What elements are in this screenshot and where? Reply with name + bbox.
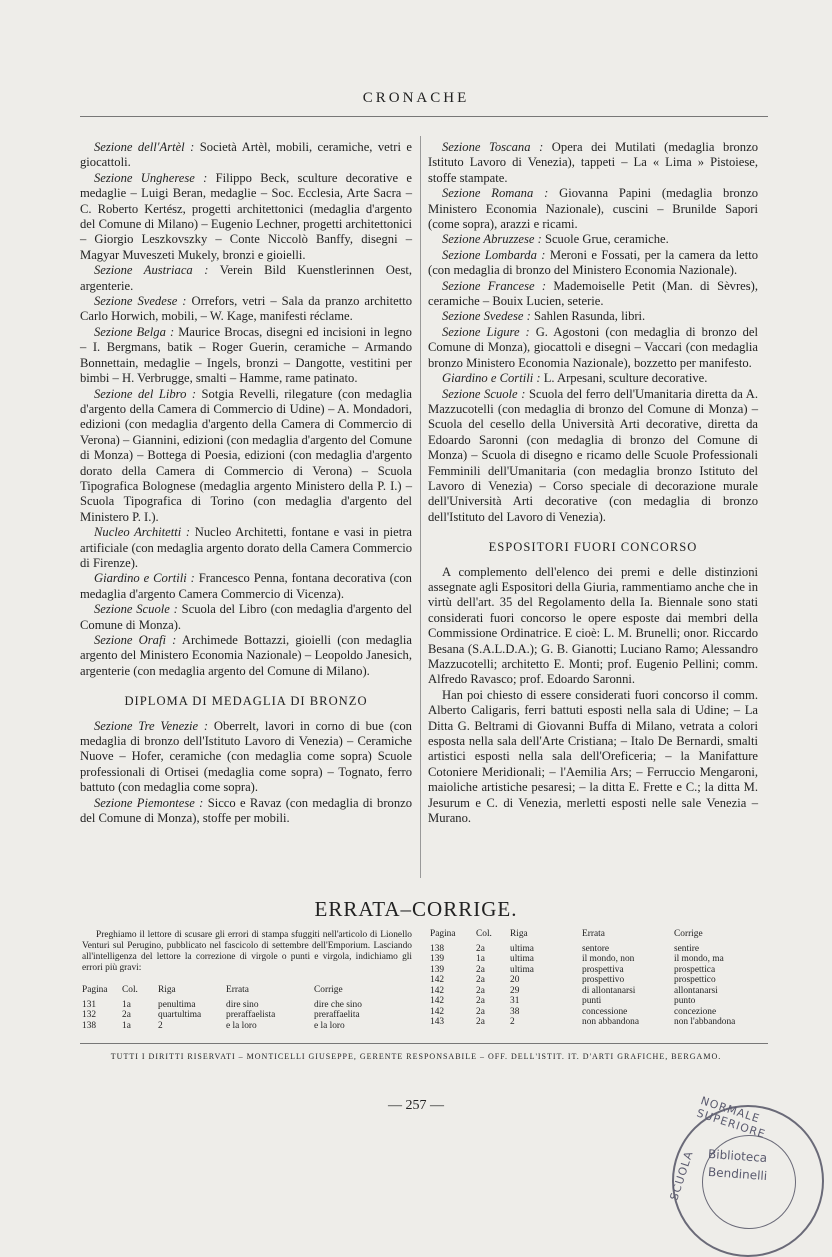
errata-column-header: Col.	[476, 929, 492, 939]
errata-cell: 142	[430, 975, 445, 985]
exhibitor-entry	[428, 140, 758, 186]
errata-column-header: Pagina	[82, 985, 108, 995]
exhibitor-entry	[80, 171, 412, 263]
errata-row	[430, 944, 770, 955]
errata-cell: prospettiva	[582, 964, 624, 975]
exhibitor-entry	[428, 325, 758, 371]
errata-cell: 142	[430, 996, 445, 1006]
section-label: Sezione Ligure :	[442, 324, 530, 339]
exhibitor-entry	[80, 719, 412, 796]
section-label: Sezione dell'Artèl :	[94, 140, 195, 154]
errata-cell: prospettica	[674, 964, 716, 975]
errata-cell: concezione	[674, 1006, 717, 1017]
errata-cell: 29	[510, 985, 520, 996]
errata-cell: 31	[510, 996, 520, 1006]
stamp-ring-left-text: SCUOLA	[667, 1149, 696, 1202]
exhibitor-entry	[80, 263, 412, 294]
errata-row	[430, 965, 770, 976]
errata-cell: ultima	[510, 943, 534, 954]
errata-column-header: Errata	[582, 929, 605, 939]
errata-cell: punti	[582, 996, 602, 1006]
header-rule	[80, 116, 768, 117]
exhibitor-entry	[80, 633, 412, 679]
section-label: Sezione Belga :	[94, 324, 175, 339]
errata-cell: allontanarsi	[674, 985, 718, 996]
errata-row	[430, 996, 770, 1007]
errata-cell: 1a	[122, 1020, 131, 1031]
errata-cell: non abbandona	[582, 1017, 640, 1027]
page-number: — 257 —	[388, 1098, 444, 1113]
errata-cell: 2a	[476, 964, 485, 975]
errata-cell: 2a	[476, 1006, 485, 1017]
errata-cell: e la loro	[226, 1020, 257, 1031]
errata-cell: sentore	[582, 943, 610, 954]
errata-cell: punto	[674, 996, 696, 1006]
errata-cell: non l'abbandona	[674, 1017, 736, 1027]
errata-column-header: Riga	[158, 985, 176, 995]
errata-cell: 2a	[476, 996, 485, 1006]
section-label: Sezione Toscana :	[442, 140, 544, 154]
errata-row	[430, 986, 770, 997]
exhibitor-entry	[428, 248, 758, 279]
left-column	[80, 140, 412, 826]
entry-text: Orrefors, vetri – Sala da pranzo architetto Carlo Horwich, mobili, – W. Kage, manifesti réclame.	[80, 294, 412, 324]
exhibitor-entry	[428, 387, 758, 526]
errata-row	[430, 954, 770, 965]
errata-cell: dire che sino	[314, 999, 362, 1010]
errata-cell: 2a	[476, 943, 485, 954]
stamp-line-2: Bendinelli	[707, 1164, 768, 1184]
errata-cell: il mondo, ma	[674, 954, 724, 964]
entry-text: Meroni e Fossati, per la camera da letto (con medaglia di bronzo del Ministero Economia Nazionale).	[428, 247, 758, 278]
entry-text: Sahlen Rasunda, libri.	[530, 309, 646, 324]
stamp-ring-text: NORMALE SUPERIORE	[695, 1094, 768, 1142]
page-header: CRONACHE	[362, 90, 470, 106]
entry-text: Opera dei Mutilati (medaglia bronzo Istituto Lavoro di Venezia), tappeti – La « Lima » Pistoiese, stoffe stampate.	[428, 140, 758, 185]
section-label: Sezione Svedese :	[94, 294, 187, 309]
errata-cell: penultima	[158, 999, 196, 1010]
errata-cell: e la loro	[314, 1020, 345, 1031]
stamp-line-1: Biblioteca	[707, 1146, 768, 1166]
entry-text: Maurice Brocas, disegni ed incisioni in legno – I. Bergmans, batik – Roger Guerin, ceramiche – Armando Bonnettain, medaglie – Ingels, bronzi – Dangotte, vestitini per bimbi – H. Verbrugge, smalti – Hamme, rame patinato.	[80, 324, 412, 386]
errata-cell: 1a	[122, 999, 131, 1010]
errata-cell: di allontanarsi	[582, 985, 636, 996]
entry-text: Sicco e Ravaz (con medaglia di bronzo del Comune di Monza), stoffe per mobili.	[80, 795, 413, 826]
errata-header-row	[82, 985, 410, 996]
errata-cell: 138	[430, 943, 445, 954]
paragraph: Han poi chiesto di essere considerati fuori concorso il comm. Alberto Caligaris, ferri battuti esposti nella sala di Udine; – La Ditta G. Beltrami di Giovanni Buffa di Milano, vetrata a colori esposta nella sala dell'Arte Cristiana; – Italo De Bernardi, smalti artistici esposti nella sala dell'Oreficeria; – la Manifatture Cotoniere Meridionali; – l'Aemilia Ars; – Ferruccio Mengaroni, maioliche artistiche pesaresi; – la ditta E. Frette e C.; la ditta M. Jesurum e C. di Venezia, merletti esposti nelle sale Venezia – Murano.	[428, 687, 758, 826]
entry-text: Scuola del ferro dell'Umanitaria diretta da A. Mazzucotelli (con medaglia di bronzo del Comune di Monza) – Scuola del cesello della Università Arti decorative, diretta da Edoardo Saronni (con medaglia di bronzo del Comune di Monza) – Scuola di disegno e ricamo delle Scuole Professionali Femminili dell'Umanitaria (con medaglia bronzo Istituto del Lavoro di Venezia) – Corso speciale di decorazione murale dell'Università Arti decorative (con medaglia di bronzo dell'Istituto del Lavoro di Venezia).	[428, 386, 759, 524]
exhibitor-entry	[428, 371, 758, 386]
exhibitor-entry	[428, 309, 758, 324]
section-label: Sezione Scuole :	[94, 602, 178, 617]
library-stamp	[667, 1094, 824, 1257]
errata-column-header: Riga	[510, 929, 528, 939]
entry-text: G. Agostoni (con medaglia di bronzo del Comune di Monza), giocattoli e disegni – Vaccari (con medaglia bronzo Ministero Economia Nazionale), bozzetto per manifesto.	[428, 324, 758, 370]
errata-cell: preraffaelista	[226, 1010, 276, 1020]
errata-header-row	[430, 929, 770, 940]
footer-rule	[80, 1043, 768, 1044]
errata-row	[82, 1000, 410, 1011]
entry-text: Sotgia Revelli, rilegature (con medaglia d'argento della Camera di Commercio di Udine) – A. Mondadori, edizioni (con medaglia d'argento della Camera di Commercio di Verona) – Giannini, edizioni (con medaglia d'argento del Comune di Monza) – Bottega di Poesia, edizioni (con medaglia d'argento dorato della Camera di Commercio di Verona) – Scuola Tipografica Bolognese (medaglia argento Ministero della P. I.) – Scuola Tipografica di Torino (con medaglia d'argento del Ministero P. I.).	[80, 386, 413, 524]
errata-cell: 142	[430, 985, 445, 996]
section-label: Sezione Francese :	[442, 278, 547, 293]
errata-cell: prospettivo	[582, 975, 625, 985]
exhibitor-entry	[80, 525, 412, 571]
exhibitor-entry	[80, 796, 412, 827]
entry-text: Mademoiselle Petit (Man. di Sèvres), ceramiche – Bouix Lucien, seterie.	[428, 278, 758, 309]
errata-row	[82, 1010, 410, 1021]
errata-cell: 132	[82, 1010, 97, 1020]
section-label: Sezione Abruzzese :	[442, 232, 542, 247]
entry-text: Scuole Grue, ceramiche.	[541, 232, 669, 247]
errata-cell: 138	[82, 1020, 97, 1031]
section-heading: ESPOSITORI FUORI CONCORSO	[488, 540, 698, 555]
entry-text: Oberrelt, lavori in corno di bue (con medaglia di bronzo dell'Istituto Lavoro di Venezia) – Ceramiche Nuove – Hofer, ceramiche (con medaglia come sopra) Scuole professionali di Ortisei (medaglia come sopra) – Tognato, ferro battuto (con medaglia come sopra).	[80, 718, 412, 795]
errata-cell: quartultima	[158, 1010, 202, 1020]
errata-table-right	[430, 929, 770, 1028]
errata-row	[430, 1007, 770, 1018]
entry-text: Filippo Beck, sculture decorative e medaglie – Luigi Beran, medaglie – Soc. Ecclesia, Arte Sacra – C. Roberto Kertész, progetti architettonici (medaglia d'argento del Comune di Milano) – Eugenio Lechner, progetti architettonici – Giorgio Leszkovszky – Conte Niccolò Banffy, disegni – Magyar Muveszeti Mukely, bronzi e gioielli.	[80, 170, 412, 262]
errata-cell: 1a	[476, 954, 485, 964]
errata-table-left	[82, 985, 410, 1031]
section-label: Giardino e Cortili :	[94, 571, 195, 586]
entry-text: Francesco Penna, fontana decorativa (con medaglia d'argento Camera Commercio di Vicenza).	[80, 571, 412, 601]
errata-cell: 2	[158, 1020, 163, 1031]
exhibitor-entry	[80, 294, 412, 325]
exhibitor-entry	[80, 602, 412, 633]
errata-cell: 139	[430, 954, 445, 964]
errata-cell: 143	[430, 1017, 445, 1027]
rights-notice: TUTTI I DIRITTI RISERVATI – MONTICELLI GIUSEPPE, GERENTE RESPONSABILE – OFF. DELL'ISTIT. IT. D'ARTI GRAFICHE, BERGAMO.	[110, 1052, 722, 1061]
entry-text: L. Arpesani, sculture decorative.	[540, 371, 708, 386]
entry-text: Scuola del Libro (con medaglia d'argento del Comune di Monza).	[80, 602, 412, 632]
errata-cell: il mondo, non	[582, 954, 635, 964]
entry-text: Giovanna Papini (medaglia bronzo Ministero Economia Nazionale), cuscini – Brunilde Sapori (come sopra), arazzi e ricami.	[428, 186, 759, 232]
errata-column-header: Errata	[226, 985, 249, 995]
exhibitor-entry	[80, 140, 412, 171]
section-label: Sezione Piemontese :	[94, 795, 204, 810]
section-label: Giardino e Cortili :	[442, 371, 541, 386]
errata-cell: 38	[510, 1006, 520, 1017]
right-column	[428, 140, 758, 826]
section-label: Sezione Orafi :	[94, 633, 177, 647]
exhibitor-entry	[80, 387, 412, 526]
errata-cell: 131	[82, 999, 97, 1010]
section-label: Sezione Lombarda :	[442, 247, 546, 262]
errata-cell: dire sino	[226, 999, 259, 1010]
exhibitor-entry	[80, 325, 412, 387]
exhibitor-entry	[428, 279, 758, 310]
section-label: Sezione Ungherese :	[94, 170, 208, 185]
section-heading: DIPLOMA DI MEDAGLIA DI BRONZO	[124, 694, 368, 709]
exhibitor-entry	[80, 571, 412, 602]
errata-cell: 139	[430, 964, 445, 975]
errata-cell: prospettico	[674, 975, 716, 985]
errata-cell: ultima	[510, 964, 534, 975]
section-label: Sezione Scuole :	[442, 386, 526, 401]
exhibitor-entry	[428, 186, 758, 232]
errata-row	[430, 1017, 770, 1028]
section-label: Sezione Tre Venezie :	[94, 718, 209, 733]
section-label: Sezione del Libro :	[94, 386, 197, 401]
errata-cell: 2a	[476, 1017, 485, 1027]
errata-column-header: Col.	[122, 985, 138, 995]
section-label: Sezione Romana :	[442, 186, 549, 201]
errata-row	[430, 975, 770, 986]
exhibitor-entry	[428, 232, 758, 247]
section-label: Sezione Austriaca :	[94, 263, 209, 278]
entry-text: Archimede Bottazzi, gioielli (con medaglia argento del Ministero Economia Nazionale) – Leopoldo Janesich, argenterie (con medaglia argento del Comune di Milano).	[80, 633, 412, 678]
errata-cell: 2	[510, 1017, 515, 1027]
errata-cell: 2a	[476, 975, 485, 985]
column-divider	[420, 136, 421, 878]
errata-cell: 20	[510, 975, 520, 985]
errata-column-header: Corrige	[674, 929, 703, 939]
errata-column-header: Corrige	[314, 985, 343, 995]
errata-cell: 2a	[476, 985, 485, 996]
errata-column-header: Pagina	[430, 929, 456, 939]
errata-cell: sentire	[674, 943, 699, 954]
errata-cell: concessione	[582, 1006, 628, 1017]
section-label: Nucleo Architetti :	[94, 525, 191, 540]
errata-cell: 142	[430, 1006, 445, 1017]
errata-note: Preghiamo il lettore di scusare gli errori di stampa sfuggiti nell'articolo di Lionello Venturi sul Perugino, pubblicato nel fascicolo di settembre dell'Emporium. Lasciando all'intelligenza del lettore la correzione di virgole o punti e virgola, indichiamo gli errori più gravi:	[82, 930, 412, 973]
paragraph: A complemento dell'elenco dei premi e delle distinzioni assegnate agli Espositori della Giuria, rammentiamo anche che in virtù dell'art. 35 del Regolamento della Ia. Biennale sono stati considerati fuori concorso le opere esposte dai membri della Commissione Ordinatrice. E cioè: L. M. Brunelli; onor. Riccardo Besana (S.A.L.D.A.); G. B. Gianotti; Luciano Ramo; Alessandro Mazzucotelli; architetto E. Monti; prof. Eugenio Pellini; comm. Alfredo Ravasco; prof. Edoardo Saronni.	[428, 564, 758, 687]
errata-cell: preraffaelita	[314, 1010, 360, 1020]
errata-row	[82, 1021, 410, 1032]
errata-cell: ultima	[510, 954, 534, 964]
errata-title: ERRATA–CORRIGE.	[314, 897, 518, 921]
entry-text: Verein Bild Kuenstlerinnen Oest, argenterie.	[80, 263, 412, 293]
errata-cell: 2a	[122, 1010, 131, 1020]
entry-text: Società Artèl, mobili, ceramiche, vetri e giocattoli.	[80, 140, 412, 170]
entry-text: Nucleo Architetti, fontane e vasi in pietra artificiale (con medaglia argento dorato della Camera Commercio di Firenze).	[80, 525, 412, 570]
section-label: Sezione Svedese :	[442, 309, 531, 324]
